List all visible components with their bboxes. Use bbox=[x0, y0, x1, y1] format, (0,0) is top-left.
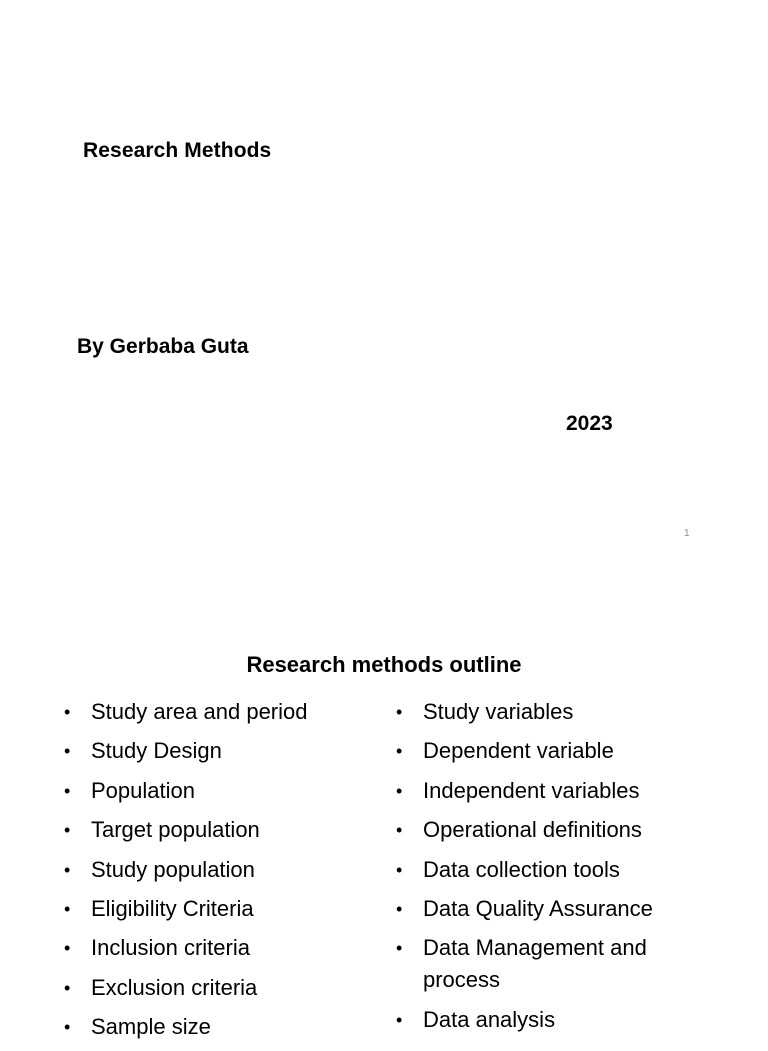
list-item bbox=[394, 932, 714, 996]
outline-left-column bbox=[62, 696, 382, 1051]
list-item bbox=[394, 854, 714, 886]
list-item-text: Data collection tools bbox=[423, 856, 620, 882]
list-item-text: Data analysis bbox=[423, 1006, 556, 1032]
bullet-icon: • bbox=[396, 741, 403, 762]
list-item-text: Inclusion criteria bbox=[91, 935, 250, 961]
list-item bbox=[62, 696, 382, 728]
bullet-icon: • bbox=[396, 702, 403, 722]
list-item-text: Eligibility Criteria bbox=[91, 895, 254, 921]
list-item-text: Target population bbox=[91, 817, 260, 843]
bullet-icon: • bbox=[396, 820, 403, 841]
list-item-text: Data Management and process bbox=[423, 935, 647, 993]
list-item bbox=[394, 735, 714, 767]
list-item-text: Exclusion criteria bbox=[91, 974, 258, 1000]
bullet-icon: • bbox=[64, 820, 71, 841]
list-item-text: Independent variables bbox=[423, 777, 640, 803]
bullet-icon: • bbox=[64, 780, 71, 801]
page-number: 1 bbox=[684, 528, 690, 539]
slide-2 bbox=[0, 596, 768, 1040]
list-item bbox=[62, 893, 382, 925]
bullet-icon: • bbox=[64, 702, 71, 722]
bullet-icon: • bbox=[64, 859, 71, 880]
bullet-icon: • bbox=[64, 977, 71, 998]
bullet-icon: • bbox=[396, 1009, 403, 1030]
list-item-text: Population bbox=[91, 777, 195, 803]
list-item-text: Sample size bbox=[91, 1014, 211, 1040]
list-item bbox=[62, 932, 382, 964]
bullet-icon: • bbox=[396, 780, 403, 801]
list-item bbox=[62, 814, 382, 846]
list-item-text: Study Design bbox=[91, 738, 222, 764]
list-item bbox=[62, 854, 382, 886]
list-item-text: Study area and period bbox=[91, 699, 308, 724]
bullet-icon: • bbox=[396, 898, 403, 919]
list-item-text: Study variables bbox=[423, 699, 574, 724]
outline-heading: Research methods outline bbox=[246, 652, 522, 677]
year-label: 2023 bbox=[566, 412, 613, 435]
bullet-icon: • bbox=[64, 741, 71, 762]
list-item bbox=[62, 735, 382, 767]
bullet-icon: • bbox=[396, 938, 403, 959]
list-item bbox=[62, 775, 382, 807]
list-item-text: Dependent variable bbox=[423, 738, 614, 764]
list-item-text: Operational definitions bbox=[423, 817, 642, 843]
list-item-text: Study population bbox=[91, 856, 255, 882]
bullet-icon: • bbox=[64, 1017, 71, 1038]
list-item bbox=[394, 775, 714, 807]
list-item bbox=[62, 1011, 382, 1043]
list-item bbox=[62, 972, 382, 1004]
author-name: By Gerbaba Guta bbox=[77, 335, 249, 358]
list-item bbox=[394, 814, 714, 846]
outline-right-column bbox=[394, 696, 714, 1043]
list-item bbox=[394, 696, 714, 728]
list-item bbox=[394, 893, 714, 925]
list-item-text: Data Quality Assurance bbox=[423, 895, 653, 921]
list-item bbox=[394, 1004, 714, 1036]
bullet-icon: • bbox=[64, 898, 71, 919]
bullet-icon: • bbox=[396, 859, 403, 880]
slide-title: Research Methods bbox=[83, 139, 272, 162]
bullet-icon: • bbox=[64, 938, 71, 959]
